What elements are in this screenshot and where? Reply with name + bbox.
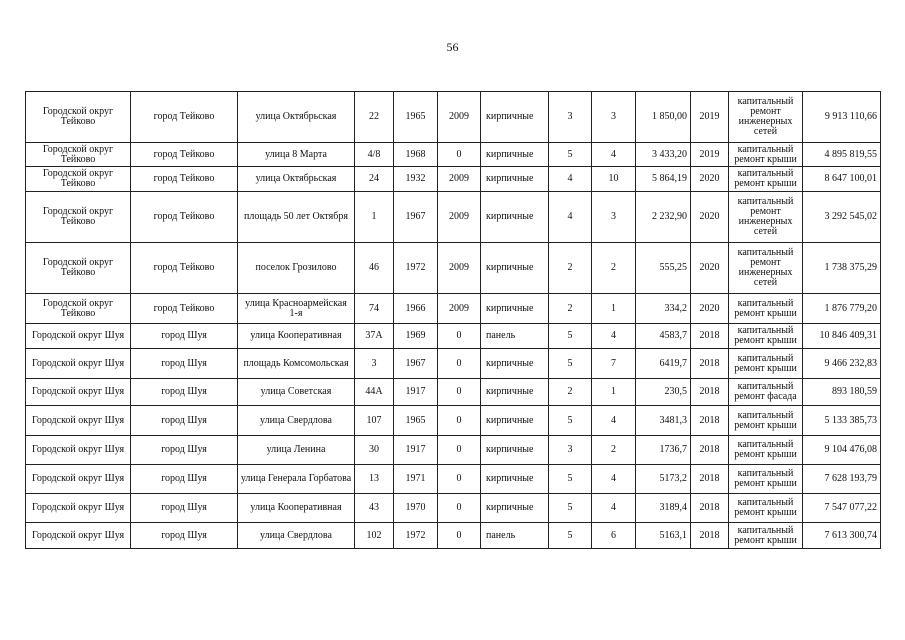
municipality-cell: Городской округ Шуя xyxy=(26,436,131,465)
cost-cell: 9 104 476,08 xyxy=(803,436,881,465)
plan-year-cell: 2018 xyxy=(691,523,729,549)
cost-cell: 5 133 385,73 xyxy=(803,406,881,436)
house-number-cell: 74 xyxy=(355,294,394,324)
area-cell: 5163,1 xyxy=(636,523,691,549)
entrances-cell: 1 xyxy=(592,379,636,406)
plan-year-cell: 2020 xyxy=(691,167,729,192)
street-cell: улица Свердлова xyxy=(238,523,355,549)
year-renovated-cell: 2009 xyxy=(438,294,481,324)
municipality-cell: Городской округ Шуя xyxy=(26,379,131,406)
year-built-cell: 1971 xyxy=(394,465,438,494)
year-renovated-cell: 0 xyxy=(438,143,481,167)
floors-cell: 5 xyxy=(549,523,592,549)
page-number: 56 xyxy=(446,40,459,54)
municipality-cell: Городской округ Тейково xyxy=(26,143,131,167)
year-built-cell: 1967 xyxy=(394,349,438,379)
entrances-cell: 2 xyxy=(592,436,636,465)
house-number-cell: 107 xyxy=(355,406,394,436)
cost-cell: 7 628 193,79 xyxy=(803,465,881,494)
year-renovated-cell: 2009 xyxy=(438,92,481,143)
year-built-cell: 1966 xyxy=(394,294,438,324)
floors-cell: 2 xyxy=(549,243,592,294)
entrances-cell: 4 xyxy=(592,143,636,167)
entrances-cell: 3 xyxy=(592,92,636,143)
wall-material-cell: кирпичные xyxy=(481,436,549,465)
cost-cell: 7 613 300,74 xyxy=(803,523,881,549)
area-cell: 5173,2 xyxy=(636,465,691,494)
cost-cell: 8 647 100,01 xyxy=(803,167,881,192)
wall-material-cell: кирпичные xyxy=(481,294,549,324)
plan-year-cell: 2018 xyxy=(691,436,729,465)
entrances-cell: 1 xyxy=(592,294,636,324)
wall-material-cell: кирпичные xyxy=(481,192,549,243)
house-number-cell: 102 xyxy=(355,523,394,549)
year-built-cell: 1965 xyxy=(394,92,438,143)
year-built-cell: 1917 xyxy=(394,379,438,406)
street-cell: улица 8 Марта xyxy=(238,143,355,167)
work-type-cell: капитальный ремонт крыши xyxy=(729,465,803,494)
wall-material-cell: кирпичные xyxy=(481,379,549,406)
municipality-cell: Городской округ Тейково xyxy=(26,167,131,192)
year-built-cell: 1972 xyxy=(394,523,438,549)
area-cell: 334,2 xyxy=(636,294,691,324)
cost-cell: 893 180,59 xyxy=(803,379,881,406)
area-cell: 4583,7 xyxy=(636,324,691,349)
work-type-cell: капитальный ремонт крыши xyxy=(729,324,803,349)
house-number-cell: 22 xyxy=(355,92,394,143)
settlement-cell: город Тейково xyxy=(131,167,238,192)
street-cell: улица Ленина xyxy=(238,436,355,465)
cost-cell: 7 547 077,22 xyxy=(803,494,881,523)
floors-cell: 5 xyxy=(549,465,592,494)
work-type-cell: капитальный ремонт крыши xyxy=(729,143,803,167)
table-body xyxy=(26,92,881,549)
wall-material-cell: панель xyxy=(481,523,549,549)
plan-year-cell: 2020 xyxy=(691,192,729,243)
table-row xyxy=(26,436,881,465)
work-type-cell: капитальный ремонт крыши xyxy=(729,406,803,436)
wall-material-cell: кирпичные xyxy=(481,494,549,523)
year-built-cell: 1970 xyxy=(394,494,438,523)
table-row xyxy=(26,523,881,549)
house-number-cell: 24 xyxy=(355,167,394,192)
work-type-cell: капитальный ремонт инженерных сетей xyxy=(729,192,803,243)
floors-cell: 5 xyxy=(549,143,592,167)
municipality-cell: Городской округ Тейково xyxy=(26,92,131,143)
work-type-cell: капитальный ремонт крыши xyxy=(729,167,803,192)
year-renovated-cell: 0 xyxy=(438,349,481,379)
floors-cell: 5 xyxy=(549,494,592,523)
area-cell: 1736,7 xyxy=(636,436,691,465)
house-number-cell: 46 xyxy=(355,243,394,294)
plan-year-cell: 2018 xyxy=(691,406,729,436)
floors-cell: 5 xyxy=(549,324,592,349)
cost-cell: 10 846 409,31 xyxy=(803,324,881,349)
cost-cell: 1 738 375,29 xyxy=(803,243,881,294)
entrances-cell: 10 xyxy=(592,167,636,192)
house-number-cell: 4/8 xyxy=(355,143,394,167)
entrances-cell: 6 xyxy=(592,523,636,549)
street-cell: улица Октябрьская xyxy=(238,167,355,192)
area-cell: 3189,4 xyxy=(636,494,691,523)
street-cell: улица Советская xyxy=(238,379,355,406)
year-built-cell: 1972 xyxy=(394,243,438,294)
year-renovated-cell: 0 xyxy=(438,436,481,465)
house-number-cell: 43 xyxy=(355,494,394,523)
municipality-cell: Городской округ Шуя xyxy=(26,523,131,549)
area-cell: 555,25 xyxy=(636,243,691,294)
cost-cell: 3 292 545,02 xyxy=(803,192,881,243)
house-number-cell: 37А xyxy=(355,324,394,349)
municipality-cell: Городской округ Тейково xyxy=(26,294,131,324)
cost-cell: 4 895 819,55 xyxy=(803,143,881,167)
table-row xyxy=(26,167,881,192)
wall-material-cell: кирпичные xyxy=(481,143,549,167)
floors-cell: 3 xyxy=(549,92,592,143)
entrances-cell: 2 xyxy=(592,243,636,294)
plan-year-cell: 2018 xyxy=(691,349,729,379)
settlement-cell: город Шуя xyxy=(131,406,238,436)
year-renovated-cell: 0 xyxy=(438,324,481,349)
year-renovated-cell: 2009 xyxy=(438,192,481,243)
year-renovated-cell: 2009 xyxy=(438,167,481,192)
table-row xyxy=(26,349,881,379)
work-type-cell: капитальный ремонт фасада xyxy=(729,379,803,406)
floors-cell: 4 xyxy=(549,167,592,192)
settlement-cell: город Шуя xyxy=(131,324,238,349)
municipality-cell: Городской округ Тейково xyxy=(26,192,131,243)
wall-material-cell: кирпичные xyxy=(481,92,549,143)
house-number-cell: 30 xyxy=(355,436,394,465)
floors-cell: 2 xyxy=(549,379,592,406)
house-number-cell: 13 xyxy=(355,465,394,494)
cost-cell: 9 913 110,66 xyxy=(803,92,881,143)
entrances-cell: 4 xyxy=(592,465,636,494)
year-renovated-cell: 0 xyxy=(438,523,481,549)
settlement-cell: город Шуя xyxy=(131,494,238,523)
year-renovated-cell: 2009 xyxy=(438,243,481,294)
table-row xyxy=(26,406,881,436)
plan-year-cell: 2020 xyxy=(691,243,729,294)
municipality-cell: Городской округ Шуя xyxy=(26,465,131,494)
plan-year-cell: 2019 xyxy=(691,92,729,143)
table-row xyxy=(26,243,881,294)
area-cell: 6419,7 xyxy=(636,349,691,379)
work-type-cell: капитальный ремонт инженерных сетей xyxy=(729,243,803,294)
area-cell: 5 864,19 xyxy=(636,167,691,192)
floors-cell: 5 xyxy=(549,406,592,436)
settlement-cell: город Тейково xyxy=(131,243,238,294)
settlement-cell: город Шуя xyxy=(131,436,238,465)
entrances-cell: 4 xyxy=(592,494,636,523)
year-built-cell: 1969 xyxy=(394,324,438,349)
table-row xyxy=(26,143,881,167)
area-cell: 230,5 xyxy=(636,379,691,406)
work-type-cell: капитальный ремонт крыши xyxy=(729,523,803,549)
street-cell: улица Кооперативная xyxy=(238,324,355,349)
municipality-cell: Городской округ Шуя xyxy=(26,349,131,379)
entrances-cell: 7 xyxy=(592,349,636,379)
entrances-cell: 3 xyxy=(592,192,636,243)
year-built-cell: 1967 xyxy=(394,192,438,243)
settlement-cell: город Тейково xyxy=(131,143,238,167)
street-cell: улица Свердлова xyxy=(238,406,355,436)
year-built-cell: 1968 xyxy=(394,143,438,167)
table-row xyxy=(26,294,881,324)
cost-cell: 9 466 232,83 xyxy=(803,349,881,379)
table-row xyxy=(26,192,881,243)
settlement-cell: город Шуя xyxy=(131,465,238,494)
wall-material-cell: кирпичные xyxy=(481,243,549,294)
table-row xyxy=(26,324,881,349)
street-cell: площадь Комсомольская xyxy=(238,349,355,379)
settlement-cell: город Шуя xyxy=(131,523,238,549)
plan-year-cell: 2018 xyxy=(691,465,729,494)
settlement-cell: город Тейково xyxy=(131,92,238,143)
housing-repair-table xyxy=(25,91,881,549)
floors-cell: 5 xyxy=(549,349,592,379)
entrances-cell: 4 xyxy=(592,406,636,436)
settlement-cell: город Тейково xyxy=(131,192,238,243)
settlement-cell: город Шуя xyxy=(131,349,238,379)
street-cell: улица Октябрьская xyxy=(238,92,355,143)
table-row xyxy=(26,494,881,523)
street-cell: улица Генерала Горбатова xyxy=(238,465,355,494)
table-row xyxy=(26,465,881,494)
street-cell: улица Кооперативная xyxy=(238,494,355,523)
floors-cell: 3 xyxy=(549,436,592,465)
entrances-cell: 4 xyxy=(592,324,636,349)
plan-year-cell: 2019 xyxy=(691,143,729,167)
street-cell: поселок Грозилово xyxy=(238,243,355,294)
year-renovated-cell: 0 xyxy=(438,379,481,406)
floors-cell: 2 xyxy=(549,294,592,324)
year-renovated-cell: 0 xyxy=(438,465,481,494)
settlement-cell: город Шуя xyxy=(131,379,238,406)
year-built-cell: 1917 xyxy=(394,436,438,465)
settlement-cell: город Тейково xyxy=(131,294,238,324)
street-cell: площадь 50 лет Октября xyxy=(238,192,355,243)
table-row xyxy=(26,92,881,143)
work-type-cell: капитальный ремонт инженерных сетей xyxy=(729,92,803,143)
work-type-cell: капитальный ремонт крыши xyxy=(729,494,803,523)
wall-material-cell: кирпичные xyxy=(481,465,549,494)
municipality-cell: Городской округ Шуя xyxy=(26,406,131,436)
house-number-cell: 1 xyxy=(355,192,394,243)
area-cell: 1 850,00 xyxy=(636,92,691,143)
year-built-cell: 1932 xyxy=(394,167,438,192)
floors-cell: 4 xyxy=(549,192,592,243)
plan-year-cell: 2018 xyxy=(691,324,729,349)
wall-material-cell: панель xyxy=(481,324,549,349)
street-cell: улица Красноармейская 1-я xyxy=(238,294,355,324)
municipality-cell: Городской округ Шуя xyxy=(26,324,131,349)
wall-material-cell: кирпичные xyxy=(481,406,549,436)
plan-year-cell: 2020 xyxy=(691,294,729,324)
municipality-cell: Городской округ Шуя xyxy=(26,494,131,523)
area-cell: 3 433,20 xyxy=(636,143,691,167)
work-type-cell: капитальный ремонт крыши xyxy=(729,349,803,379)
year-renovated-cell: 0 xyxy=(438,406,481,436)
cost-cell: 1 876 779,20 xyxy=(803,294,881,324)
plan-year-cell: 2018 xyxy=(691,494,729,523)
wall-material-cell: кирпичные xyxy=(481,167,549,192)
work-type-cell: капитальный ремонт крыши xyxy=(729,294,803,324)
table-row xyxy=(26,379,881,406)
area-cell: 3481,3 xyxy=(636,406,691,436)
wall-material-cell: кирпичные xyxy=(481,349,549,379)
year-built-cell: 1965 xyxy=(394,406,438,436)
house-number-cell: 44А xyxy=(355,379,394,406)
plan-year-cell: 2018 xyxy=(691,379,729,406)
house-number-cell: 3 xyxy=(355,349,394,379)
work-type-cell: капитальный ремонт крыши xyxy=(729,436,803,465)
municipality-cell: Городской округ Тейково xyxy=(26,243,131,294)
area-cell: 2 232,90 xyxy=(636,192,691,243)
year-renovated-cell: 0 xyxy=(438,494,481,523)
